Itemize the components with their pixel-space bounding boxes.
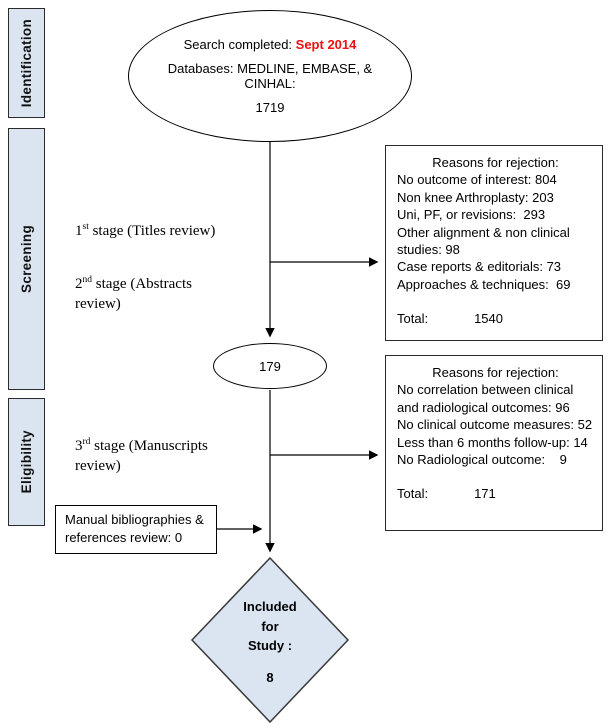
rejection-box-1-total: [397, 310, 594, 327]
manual-bibliographies-text: Manual bibliographies & references review: 0: [65, 512, 204, 546]
titles-count: 179: [259, 358, 281, 374]
total-value: 1540: [474, 311, 503, 327]
manual-bibliographies-box: [55, 505, 217, 554]
stage-2-ordinal: nd: [82, 275, 92, 285]
rejection-item: Uni, PF, or revisions: 293: [397, 207, 546, 223]
rejection-box-2-total: [397, 485, 594, 502]
search-completed-line: [184, 37, 357, 52]
rejection-item: Non knee Arthroplasty: 203: [397, 189, 554, 205]
rejection-item: Other alignment & non clinical studies: 98: [397, 224, 574, 258]
databases-line: Databases: MEDLINE, EMBASE, & CINHAL:: [167, 61, 373, 91]
stage-2-text: stage (Abstracts review): [75, 276, 192, 313]
search-count: 1719: [255, 100, 285, 115]
included-diamond-label: [205, 597, 335, 687]
rejection-item: No correlation between clinical and radiological outcomes: 96: [397, 382, 577, 415]
stage-1-label: [75, 221, 275, 241]
diamond-line-1: Included: [243, 599, 297, 614]
identification-label: Identification: [19, 18, 34, 108]
total-label: Total:: [397, 486, 429, 502]
stage-1-number: 1: [75, 223, 83, 239]
rejection-box-2: [385, 355, 603, 531]
stage-2-label: [75, 274, 235, 315]
titles-count-ellipse: [213, 343, 327, 389]
stage-3-ordinal: rd: [82, 437, 91, 447]
rejection-box-1: [385, 145, 603, 341]
screening-label: Screening: [19, 225, 34, 293]
search-completed-date: Sept 2014: [295, 37, 357, 52]
diamond-line-3: Study :: [247, 638, 293, 653]
stage-1-text: stage (Titles review): [88, 223, 216, 239]
stage-1-ordinal: st: [82, 222, 89, 232]
stage-3-number: 3: [75, 438, 83, 454]
stage-3-text: stage (Manuscripts review): [75, 438, 208, 475]
rejection-item: Less than 6 months follow-up: 14: [397, 434, 588, 450]
search-ellipse: [128, 10, 412, 142]
rejection-item: Case reports & editorials: 73: [397, 259, 562, 275]
stage-2-number: 2: [75, 276, 83, 292]
rejection-item: No clinical outcome measures: 52: [397, 417, 593, 433]
search-completed-text: Search completed:: [183, 37, 296, 52]
total-value: 171: [474, 486, 496, 502]
rejection-item: Approaches & techniques: 69: [397, 276, 571, 292]
diamond-count: 8: [266, 669, 274, 685]
eligibility-label: Eligibility: [19, 430, 34, 494]
total-label: Total:: [397, 311, 429, 327]
diamond-line-2: for: [261, 618, 279, 634]
rejection-item: No outcome of interest: 804: [397, 172, 557, 188]
rejection-item: No Radiological outcome: 9: [397, 452, 567, 468]
stage-3-label: [75, 436, 255, 477]
rejection-box-1-title: Reasons for rejection:: [432, 155, 559, 170]
rejection-box-2-title: Reasons for rejection:: [432, 365, 559, 380]
